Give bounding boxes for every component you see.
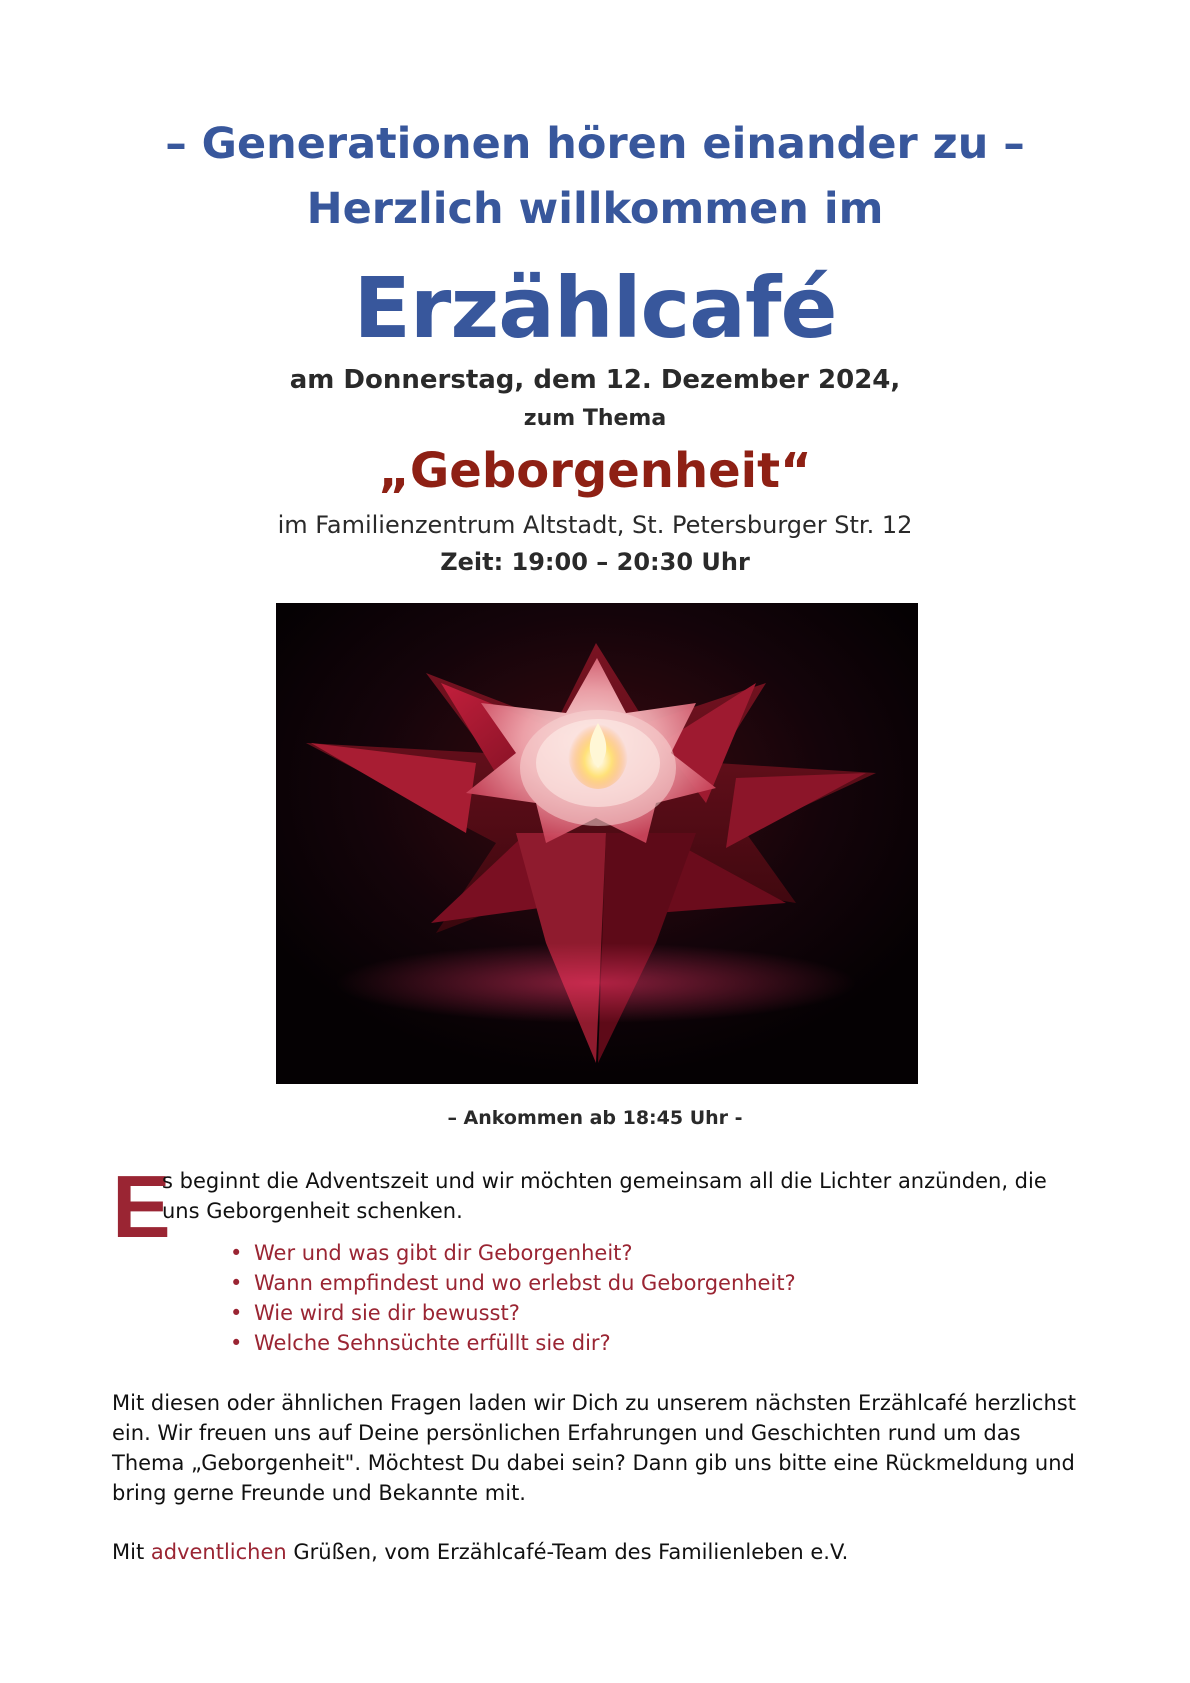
closing-end: Grüßen, vom Erzählcafé-Team des Familienleben e.V.: [286, 1540, 849, 1564]
question-list: [230, 1238, 796, 1358]
event-date: am Donnerstag, dem 12. Dezember 2024,: [289, 365, 901, 395]
closing-line: [112, 1537, 1087, 1567]
topic-intro: zum Thema: [523, 406, 667, 431]
list-item: • Wer und was gibt dir Geborgenheit?: [230, 1238, 796, 1268]
invitation-paragraph: Mit diesen oder ähnlichen Fragen laden wir Dich zu unserem nächsten Erzählcafé herzlichst ein. Wir freuen uns auf Deine persönlichen Erfahrungen und Geschichten rund um das Thema „Geborgenheit". Möchtest Du dabei sein? Dann gib uns bitte eine Rückmeldung und bring gerne Freunde und Bekannte mit.: [112, 1391, 1076, 1505]
candle-star-photo: [276, 603, 918, 1084]
event-location: im Familienzentrum Altstadt, St. Petersburger Str. 12: [277, 511, 913, 539]
drop-cap-letter: E: [112, 1157, 171, 1256]
closing-start: Mit: [112, 1540, 151, 1564]
event-time: Zeit: 19:00 – 20:30 Uhr: [440, 548, 750, 576]
subtitle-line-2: Herzlich willkommen im: [306, 184, 884, 234]
subtitle-line-1: – Generationen hören einander zu –: [165, 119, 1025, 169]
list-item: • Wie wird sie dir bewusst?: [230, 1298, 796, 1328]
list-item: • Wann empfindest und wo erlebst du Geborgenheit?: [230, 1268, 796, 1298]
intro-text: s beginnt die Adventszeit und wir möchten gemeinsam all die Lichter anzünden, die uns Geborgenheit schenken.: [162, 1169, 1047, 1223]
page-title: Erzählcafé: [353, 259, 837, 357]
closing-highlight: adventlichen: [150, 1540, 287, 1564]
arrival-note: – Ankommen ab 18:45 Uhr -: [447, 1107, 743, 1129]
topic-title: „Geborgenheit“: [378, 443, 812, 499]
list-item: • Welche Sehnsüchte erfüllt sie dir?: [230, 1328, 796, 1358]
